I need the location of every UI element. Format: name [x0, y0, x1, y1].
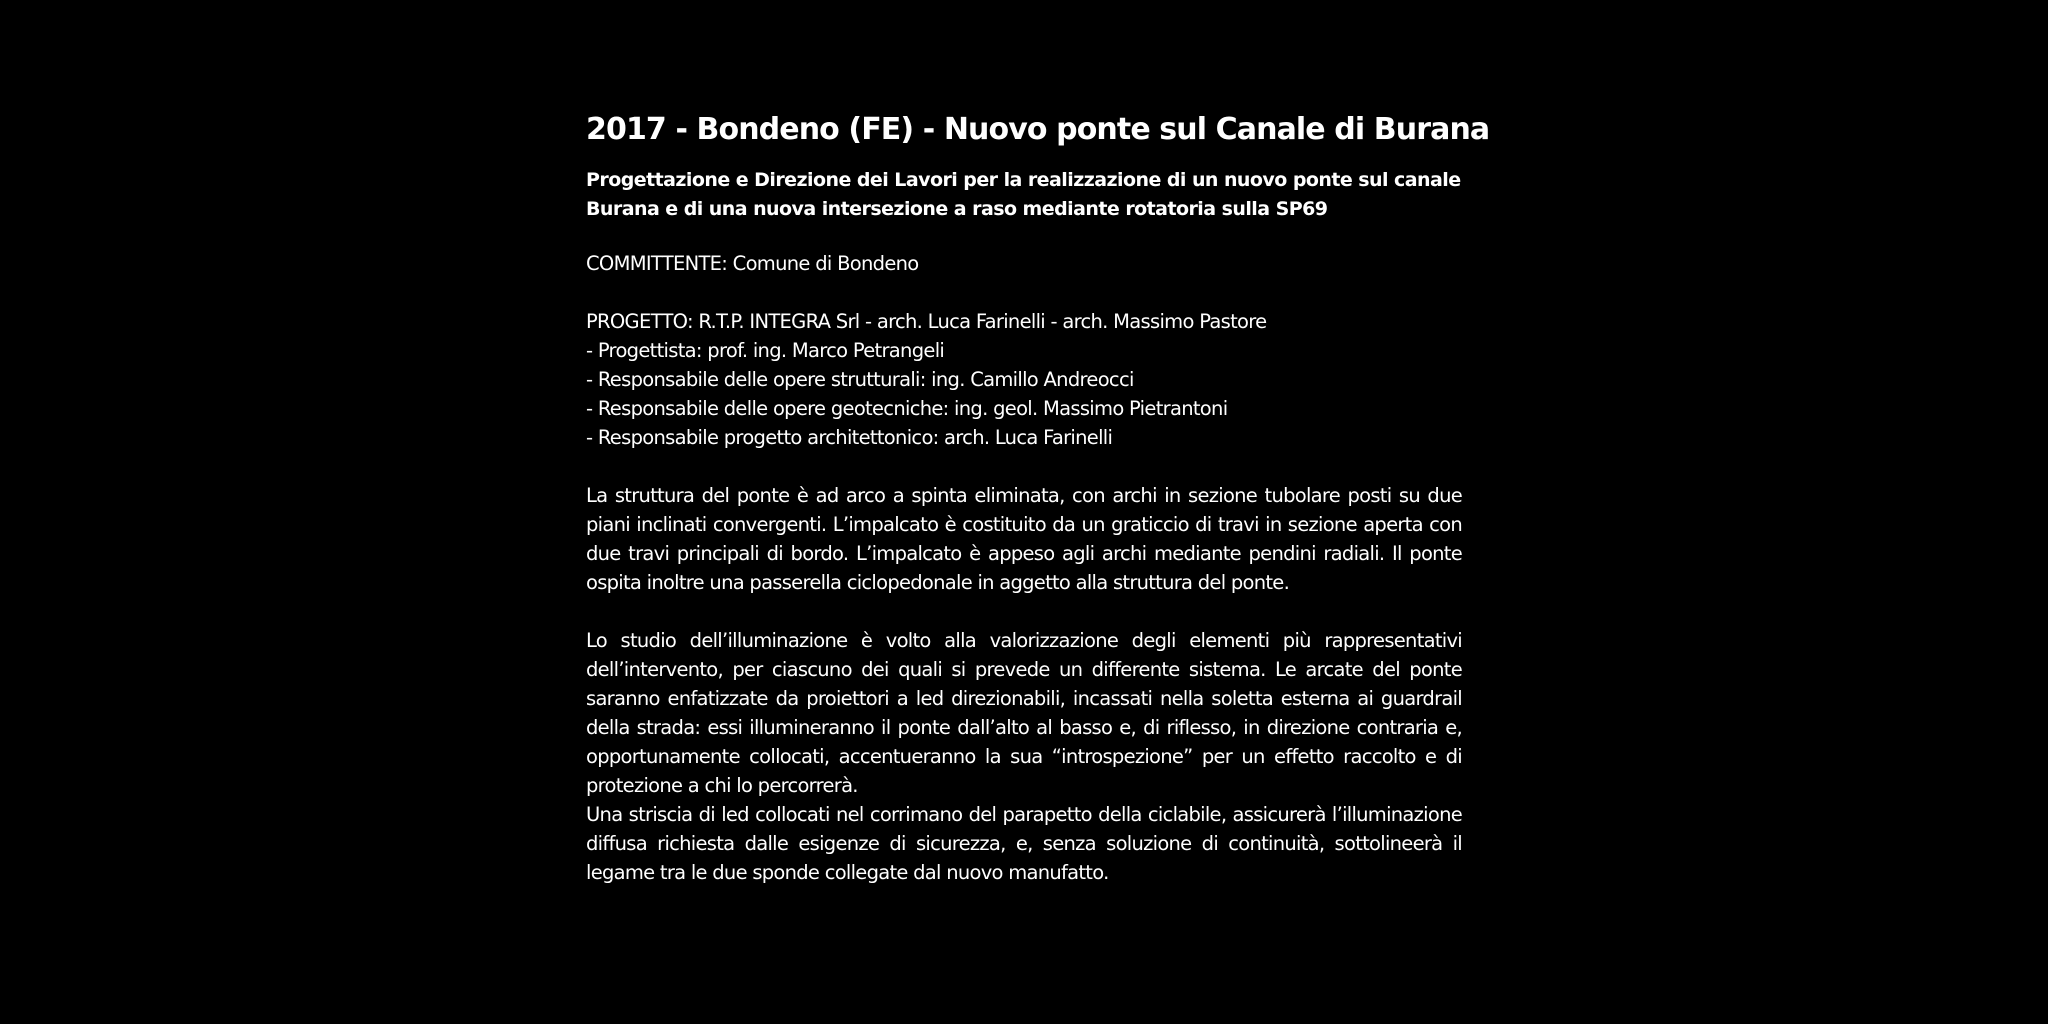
- role-architettura: - Responsabile progetto architettonico: arch. Luca Farinelli: [586, 426, 1113, 449]
- spacer: [586, 452, 1462, 481]
- subtitle-line-1: Progettazione e Direzione dei Lavori per la realizzazione di un nuovo ponte sul canale: [586, 169, 1461, 191]
- spacer: [586, 278, 1462, 307]
- role-strutture: - Responsabile delle opere strutturali: ing. Camillo Andreocci: [586, 368, 1134, 391]
- project-subtitle: [586, 166, 1462, 224]
- role-geotecnica: - Responsabile delle opere geotecniche: ing. geol. Massimo Pietrantoni: [586, 397, 1228, 420]
- spacer: [586, 597, 1462, 626]
- client-line: [586, 249, 1462, 278]
- led-description: Una striscia di led collocati nel corrimano del parapetto della ciclabile, assicurerà l’illuminazione diffusa richiesta dalle esigenze di sicurezza, e, senza soluzione di continuità, sottolineerà il legame tra le due sponde collegate dal nuovo manufatto.: [586, 803, 1462, 884]
- lighting-description: Lo studio dell’illuminazione è volto alla valorizzazione degli elementi più rappresentativi dell’intervento, per ciascuno dei quali si prevede un differente sistema. Le arcate del ponte saranno enfatizzate da proiettori a led direzionabili, incassati nella soletta esterna ai guardrail della strada: essi illumineranno il ponte dall’alto al basso e, di riflesso, in direzione contraria e, opportunamente collocati, accentueranno la sua “introspezione” per un effetto raccolto e di protezione a chi lo percorrerà.: [586, 629, 1462, 797]
- project-title: 2017 - Bondeno (FE) - Nuovo ponte sul Canale di Burana: [586, 112, 1490, 147]
- subtitle-line-2: Burana e di una nuova intersezione a raso mediante rotatoria sulla SP69: [586, 198, 1328, 220]
- structure-description: La struttura del ponte è ad arco a spinta eliminata, con archi in sezione tubolare posti su due piani inclinati convergenti. L’impalcato è costituito da un graticcio di travi in sezione aperta con due travi principali di bordo. L’impalcato è appeso agli archi mediante pendini radiali. Il ponte ospita inoltre una passerella ciclopedonale in aggetto alla struttura del ponte.: [586, 484, 1462, 594]
- project-team: [586, 307, 1462, 452]
- progetto-header: PROGETTO: R.T.P. INTEGRA Srl - arch. Luca Farinelli - arch. Massimo Pastore: [586, 310, 1267, 333]
- project-sheet: [586, 106, 1490, 887]
- role-progettista: - Progettista: prof. ing. Marco Petrangeli: [586, 339, 945, 362]
- committente-text: COMMITTENTE: Comune di Bondeno: [586, 252, 919, 275]
